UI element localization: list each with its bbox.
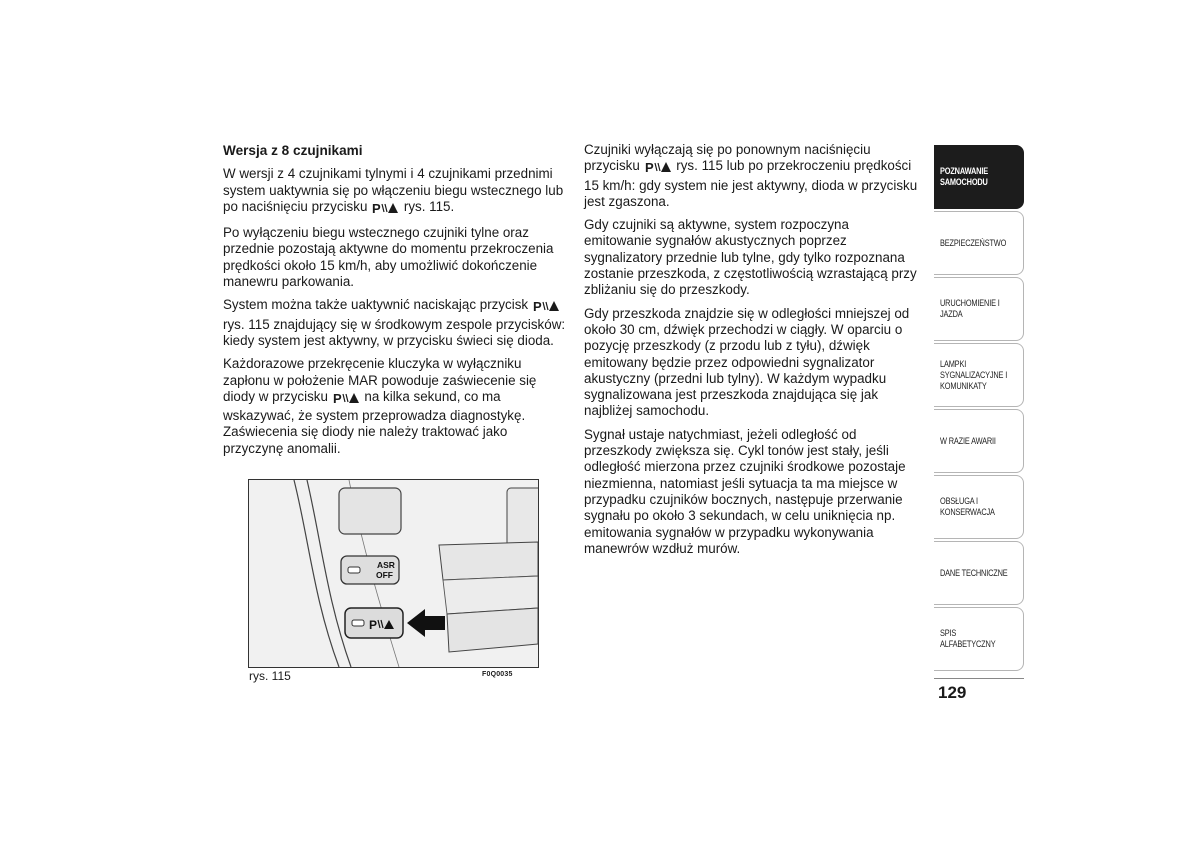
dashboard-illustration — [249, 480, 538, 667]
text: rys. 115 lub po przekroczeniu prędkości 15 km/h: gdy system nie jest aktywny, dioda w przycisku jest zgaszona. — [584, 158, 918, 209]
figure-115 — [248, 479, 539, 668]
tab-bezpieczenstwo[interactable] — [934, 211, 1024, 275]
paragraph — [584, 142, 919, 210]
text: Czujniki wyłączają się po ponownym naciśnięciu przycisku — [584, 142, 871, 174]
tab-label: DANE TECHNICZNE — [940, 567, 1008, 578]
paragraph — [223, 356, 568, 457]
tab-uruchomienie-i-jazda[interactable] — [934, 277, 1024, 341]
svg-text:P: P — [369, 618, 378, 632]
parking-sensor-icon — [372, 201, 399, 218]
text: rys. 115. — [403, 198, 455, 214]
off-label: OFF — [376, 570, 393, 580]
tab-label: W RAZIE AWARII — [940, 435, 996, 446]
paragraph: Sygnał ustaje natychmiast, jeżeli odległość od przeszkody zwiększa się. Cykl tonów jest stały, jeśli odległość mierzona przez czujniki środkowe pozostaje niezmienna, natomiast jeśli sytuacja ta ma miejsce w przypadku czujników bocznych, następuje przerwanie sygnału po około 3 sekundach, w celu uniknięcia np. emitowania sygnałów w przypadku wykonywania manewrów wzdłuż murów. — [584, 426, 906, 556]
tab-dane-techniczne[interactable] — [934, 541, 1024, 605]
text: W wersji z 4 czujnikami tylnymi i 4 czujnikami przednimi system uaktywnia się po włączeniu biegu wstecznego lub po naciśnięciu przycisku — [223, 166, 564, 214]
svg-text:P: P — [644, 160, 654, 174]
tab-label: LAMPKI SYGNALIZACYJNE I KOMUNIKATY — [940, 358, 1008, 391]
paragraph: Gdy przeszkoda znajdzie się w odległości mniejszej od około 30 cm, dźwięk przechodzi w ciągły. W oparciu o pozycję przeszkody (z przodu lub z tyłu), dźwięk emitowany będzie przez odpowiedni sygnalizator akustyczny (przedni lub tylny). W każdym wypadku sygnalizowana jest przeszkoda znajdująca się jak najbliżej samochodu. — [584, 305, 910, 419]
chapter-tabs — [934, 145, 1024, 673]
left-column — [223, 143, 568, 464]
tab-label: OBSŁUGA I KONSERWACJA — [940, 496, 995, 517]
paragraph: Gdy czujniki są aktywne, system rozpoczyna emitowanie sygnałów akustycznych poprzez sygnalizatory przednie lub tylne, gdy tylko rozpoznana zostanie przeszkoda, z częstotliwością wzrastającą przy zbliżaniu się do przeszkody. — [584, 217, 917, 298]
svg-text:P: P — [332, 390, 342, 404]
tab-poznawanie-samochodu[interactable] — [934, 145, 1024, 209]
text: na kilka sekund, co ma wskazywać, że system przeprowadza diagnostykę. Zaświecenia się diody nie należy traktować jako przyczynę anomalii. — [223, 388, 526, 456]
paragraph — [223, 166, 568, 218]
figure-code: F0Q0035 — [482, 671, 513, 678]
paragraph — [223, 297, 568, 349]
parking-sensor-icon — [645, 160, 672, 177]
tab-w-razie-awarii[interactable] — [934, 409, 1024, 473]
parking-sensor-icon — [533, 299, 560, 316]
divider — [934, 678, 1024, 679]
svg-text:P: P — [532, 299, 542, 313]
tab-label: POZNAWANIE SAMOCHODU — [940, 166, 988, 187]
paragraph: Po wyłączeniu biegu wstecznego czujniki tylne oraz przednie pozostają aktywne do momentu przekroczenia prędkości około 15 km/h, aby umożliwić dokończenie manewru parkowania. — [223, 225, 554, 290]
text: rys. 115 znajdujący się w środkowym zespole przycisków: kiedy system jest aktywny, w przycisku świeci się dioda. — [223, 316, 566, 348]
tab-obsluga-i-konserwacja[interactable] — [934, 475, 1024, 539]
section-heading: Wersja z 8 czujnikami — [223, 143, 363, 158]
text: Każdorazowe przekręcenie kluczyka w wyłączniku zapłonu w położenie MAR powoduje zaświecenie się diody w przycisku — [223, 356, 537, 404]
tab-label: BEZPIECZEŃSTWO — [940, 237, 1007, 248]
page-number: 129 — [938, 683, 967, 702]
tab-label: SPIS ALFABETYCZNY — [940, 628, 996, 649]
svg-text:P: P — [372, 200, 381, 214]
tab-spis-alfabetyczny[interactable] — [934, 607, 1024, 671]
right-column — [584, 142, 919, 564]
asr-label: ASR — [377, 560, 395, 570]
text: System można także uaktywnić naciskając przycisk — [223, 297, 529, 313]
figure-caption: rys. 115 — [249, 669, 291, 683]
tab-lampki-sygnalizacyjne[interactable] — [934, 343, 1024, 407]
tab-label: URUCHOMIENIE I JAZDA — [940, 298, 1000, 319]
parking-sensor-icon — [333, 391, 360, 408]
